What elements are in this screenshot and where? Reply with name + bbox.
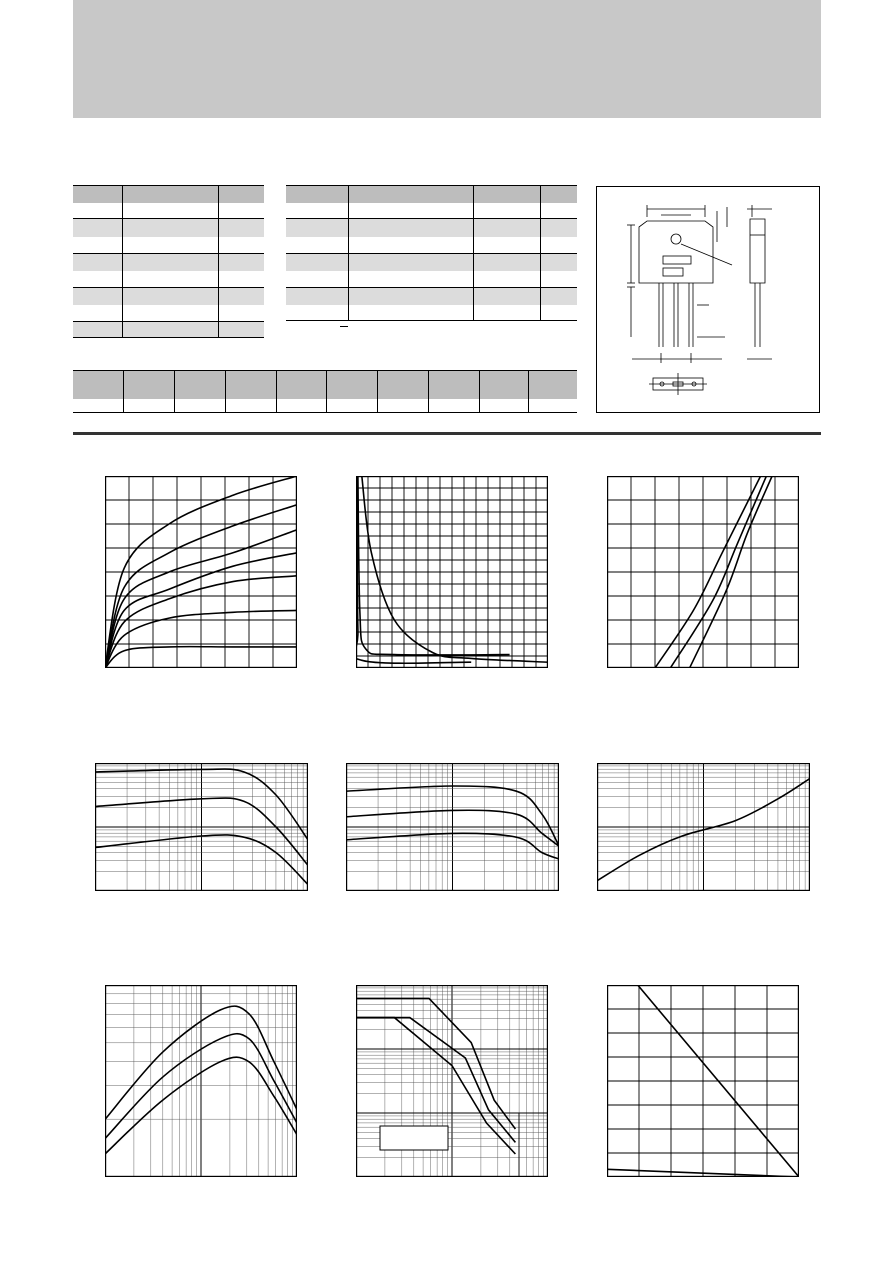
table-row xyxy=(73,186,264,203)
spec-table-right xyxy=(286,185,577,321)
chart-6 xyxy=(597,763,810,891)
table-row xyxy=(73,254,264,271)
chart-5 xyxy=(346,763,559,891)
table-row xyxy=(286,186,577,203)
series-line-2 xyxy=(356,1018,515,1143)
table-row xyxy=(286,219,577,237)
table-row xyxy=(73,237,264,254)
series-line-1 xyxy=(362,476,548,662)
table-row xyxy=(286,254,577,271)
chart-7 xyxy=(105,985,297,1177)
table-row xyxy=(73,322,264,338)
series-line-3 xyxy=(356,476,471,663)
header-banner xyxy=(73,0,821,118)
table-row xyxy=(286,305,577,321)
chart-9 xyxy=(607,985,799,1177)
section-divider xyxy=(73,432,821,435)
chart-1 xyxy=(105,476,297,668)
chart-8 xyxy=(356,985,548,1177)
package-outline-drawing xyxy=(597,187,821,414)
series-line-2 xyxy=(358,476,510,655)
chart-2 xyxy=(356,476,548,668)
package-outline-box xyxy=(596,186,820,413)
chart-3 xyxy=(607,476,799,668)
table-row xyxy=(73,371,577,399)
table-row xyxy=(73,271,264,288)
table-row xyxy=(73,203,264,219)
table-row xyxy=(73,288,264,305)
spec-table-bottom xyxy=(73,370,577,413)
table-row xyxy=(286,271,577,288)
table-row xyxy=(286,203,577,219)
table-row xyxy=(286,288,577,305)
table-row xyxy=(286,237,577,254)
table-row xyxy=(73,399,577,413)
chart-4 xyxy=(95,763,308,891)
table-row xyxy=(73,305,264,322)
spec-table-left xyxy=(73,185,264,338)
table-footnote-mark xyxy=(340,326,348,327)
legend-box xyxy=(380,1126,448,1150)
table-row xyxy=(73,219,264,237)
